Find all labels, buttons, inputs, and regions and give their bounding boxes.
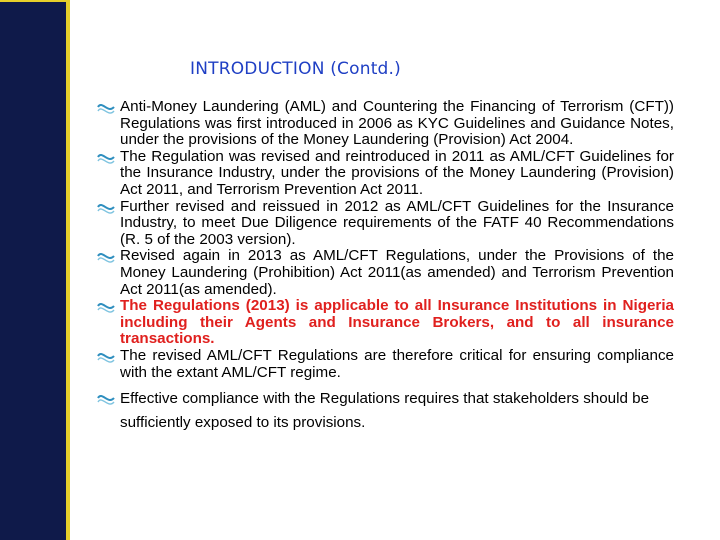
bullet-text: The Regulation was revised and reintroduced in 2011 as AML/CFT Guidelines for the Insurance Industry, under the provisions of the Money Laundering (Provision) Act 2011, and Terrorism Prevention Act 2011. [120, 147, 674, 198]
bullet-list [96, 99, 674, 435]
bullet-item [96, 348, 674, 381]
wave-bullet-icon [96, 297, 116, 315]
wave-bullet-icon [96, 389, 116, 407]
bullet-text: Effective compliance with the Regulations requires that stakeholders should be sufficiently exposed to its provisions. [120, 390, 650, 432]
bullet-item [96, 99, 674, 149]
bullet-item [96, 149, 674, 199]
bullet-item [96, 248, 674, 298]
wave-bullet-icon [96, 98, 116, 116]
slide-title: INTRODUCTION (Contd.) [190, 59, 401, 79]
bullet-text: Further revised and reissued in 2012 as AML/CFT Guidelines for the Insurance Industry, to meet Due Diligence requirements of the FATF 40 Recommendations (R. 5 of the 2003 version). [120, 197, 674, 248]
bullet-item-highlight [96, 298, 674, 348]
bullet-item [96, 199, 674, 249]
wave-bullet-icon [96, 347, 116, 365]
side-accent-bar [0, 0, 70, 540]
bullet-text: The Regulations (2013) is applicable to all Insurance Institutions in Nigeria including their Agents and Insurance Brokers, and to all insurance transactions. [120, 297, 674, 348]
bullet-text: The revised AML/CFT Regulations are therefore critical for ensuring compliance with the extant AML/CFT regime. [120, 346, 674, 381]
bullet-text: Anti-Money Laundering (AML) and Countering the Financing of Terrorism (CFT)) Regulations was first introduced in 2006 as KYC Guidelines and Guidance Notes, under the provisions of the Money Laundering (Provision) Act 2004. [120, 98, 674, 149]
bullet-text: Revised again in 2013 as AML/CFT Regulations, under the Provisions of the Money Laundering (Prohibition) Act 2011(as amended) and Terrorism Prevention Act 2011(as amended). [120, 247, 674, 298]
bullet-item [96, 387, 674, 435]
wave-bullet-icon [96, 148, 116, 166]
wave-bullet-icon [96, 198, 116, 216]
wave-bullet-icon [96, 247, 116, 265]
